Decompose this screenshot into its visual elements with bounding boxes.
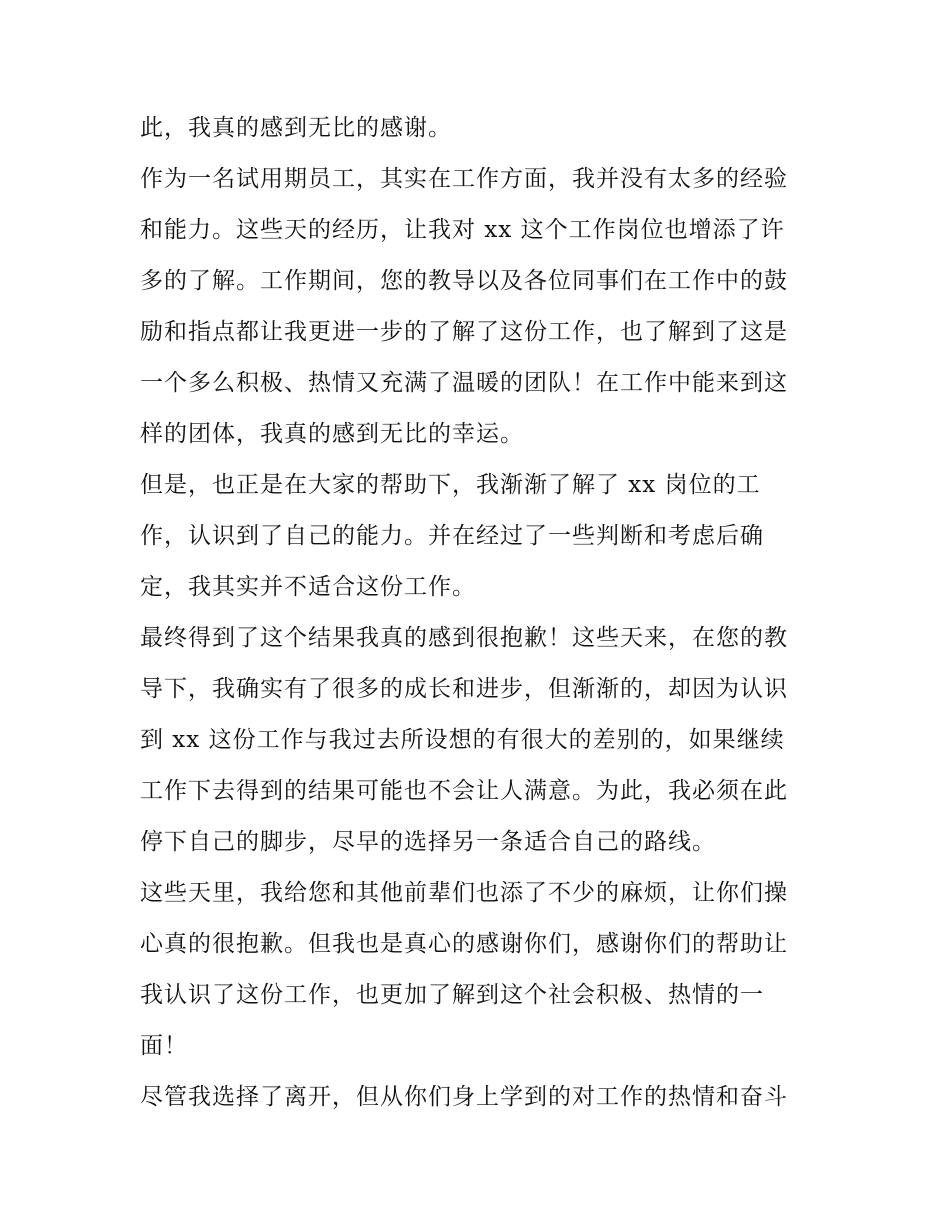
text-line: 我认识了这份工作，也更加了解到这个社会积极、热情的一 [140,982,764,1008]
text-line: 作，认识到了自己的能力。并在经过了一些判断和考虑后确 [140,523,764,549]
text-line: 励和指点都让我更进一步的了解了这份工作，也了解到了这是 [140,319,788,345]
text-line: 这些天里，我给您和其他前辈们也添了不少的麻烦，让你们操 [140,880,788,906]
text-line: 作为一名试用期员工，其实在工作方面，我并没有太多的经验 [140,166,788,192]
document-body [140,103,820,1123]
text-line: 尽管我选择了离开，但从你们身上学到的对工作的热情和奋斗 [140,1084,788,1110]
text-line: 到 xx 这份工作与我过去所设想的有很大的差别的，如果继续 [140,727,785,753]
text-line: 和能力。这些天的经历，让我对 xx 这个工作岗位也增添了许 [140,217,785,243]
text-line: 定，我其实并不适合这份工作。 [140,574,476,600]
text-line: 心真的很抱歉。但我也是真心的感谢你们，感谢你们的帮助让 [140,931,788,957]
text-line: 面！ [140,1033,188,1059]
text-line: 多的了解。工作期间，您的教导以及各位同事们在工作中的鼓 [140,268,788,294]
text-line: 但是，也正是在大家的帮助下，我渐渐了解了 xx 岗位的工 [140,472,761,498]
text-line: 样的团体，我真的感到无比的幸运。 [140,421,524,447]
text-line: 最终得到了这个结果我真的感到很抱歉！这些天来，在您的教 [140,625,788,651]
text-line: 一个多么积极、热情又充满了温暖的团队！在工作中能来到这 [140,370,788,396]
text-line: 工作下去得到的结果可能也不会让人满意。为此，我必须在此 [140,778,788,804]
text-line: 此，我真的感到无比的感谢。 [140,115,452,141]
text-line: 导下，我确实有了很多的成长和进步，但渐渐的，却因为认识 [140,676,788,702]
text-line: 停下自己的脚步，尽早的选择另一条适合自己的路线。 [140,829,716,855]
